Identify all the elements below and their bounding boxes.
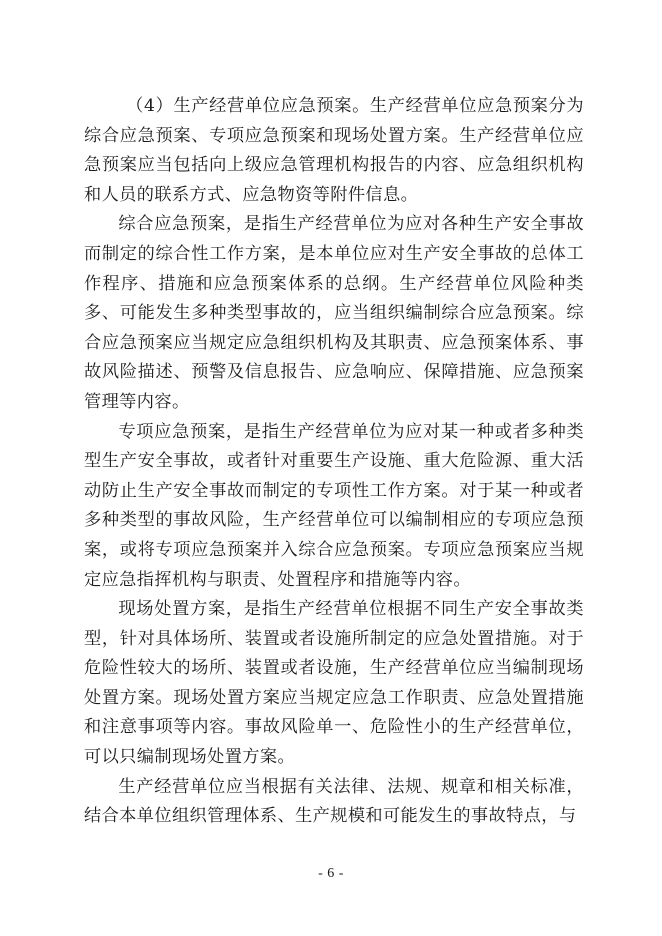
paragraph-special-plan: 专项应急预案，是指生产经营单位为应对某一种或者多种类型生产安全事故，或者针对重要生产设施、重大危险源、重大活动防止生产安全事故而制定的专项性工作方案。对于某一种或者多种类型的事故风险，生产经营单位可以编制相应的专项应急预案，或将专项应急预案并入综合应急预案。专项应急预案应当规定应急指挥机构与职责、处置程序和措施等内容。: [84, 421, 584, 590]
paragraph-onsite-plan: 现场处置方案，是指生产经营单位根据不同生产安全事故类型，针对具体场所、装置或者设施所制定的应急处置措施。对于危险性较大的场所、装置或者设施，生产经营单位应当编制现场处置方案。现场处置方案应当规定应急工作职责、应急处置措施和注意事项等内容。事故风险单一、危险性小的生产经营单位，可以只编制现场处置方案。: [84, 599, 584, 768]
page-number: - 6 -: [318, 866, 344, 881]
paragraph-plan-requirements: 生产经营单位应当根据有关法律、法规、规章和相关标准，结合本单位组织管理体系、生产规模和可能发生的事故特点，与: [84, 776, 584, 827]
document-body: [84, 92, 584, 832]
paragraph-comprehensive-plan: 综合应急预案，是指生产经营单位为应对各种生产安全事故而制定的综合性工作方案，是本单位应对生产安全事故的总体工作程序、措施和应急预案体系的总纲。生产经营单位风险种类多、可能发生多种类型事故的，应当组织编制综合应急预案。综合应急预案应当规定应急组织机构及其职责、应急预案体系、事故风险描述、预警及信息报告、应急响应、保障措施、应急预案管理等内容。: [84, 214, 584, 412]
paragraph-emergency-plans: （4）生产经营单位应急预案。生产经营单位应急预案分为综合应急预案、专项应急预案和现场处置方案。生产经营单位应急预案应当包括向上级应急管理机构报告的内容、应急组织机构和人员的联系方式、应急物资等附件信息。: [84, 96, 584, 205]
